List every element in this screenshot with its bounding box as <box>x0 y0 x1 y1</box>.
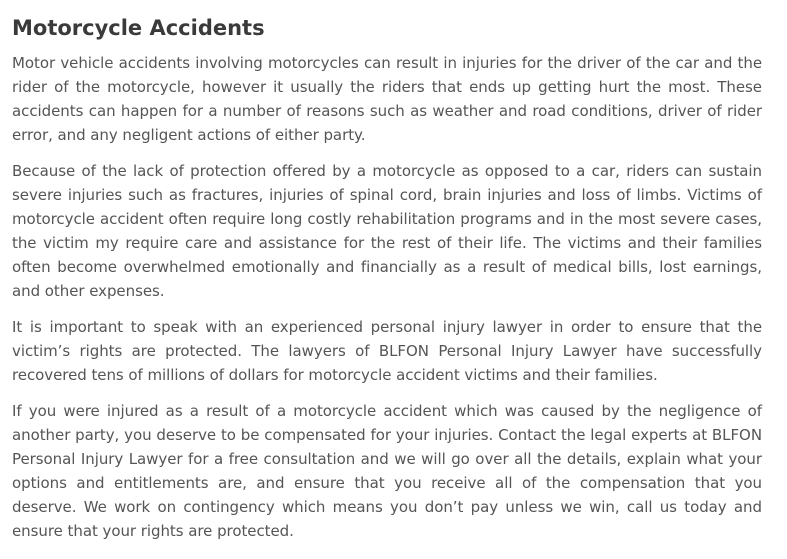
paragraph-contact: If you were injured as a result of a motorcycle accident which was caused by the negligence of another party, you deserve to be compensated for your injuries. Contact the legal experts at BLFON Personal Injury Lawyer for a free consultation and we will go over all the details, explain what your options and entitlements are, and ensure that you receive all of the compensation that you deserve. We work on contingency which means you don’t pay unless we win, call us today and ensure that your rights are protected. <box>12 402 762 540</box>
paragraph-injuries: Because of the lack of protection offered by a motorcycle as opposed to a car, riders can sustain severe injuries such as fractures, injuries of spinal cord, brain injuries and loss of limbs. Victims of motorcycle accident often require long costly rehabilitation programs and in the most severe cases, the victim my require care and assistance for the rest of their life. The victims and their families often become overwhelmed emotionally and financially as a result of medical bills, lost earnings, and other expenses. <box>12 162 762 300</box>
paragraph-lawyer: It is important to speak with an experienced personal injury lawyer in order to ensure that the victim’s rights are protected. The lawyers of BLFON Personal Injury Lawyer have successfully recovered tens of millions of dollars for motorcycle accident victims and their families. <box>12 318 762 384</box>
article <box>12 14 762 555</box>
page-title: Motorcycle Accidents <box>12 16 265 40</box>
paragraph-intro: Motor vehicle accidents involving motorcycles can result in injuries for the driver of the car and the rider of the motorcycle, however it usually the riders that ends up getting hurt the most. These accidents can happen for a number of reasons such as weather and road conditions, driver of rider error, and any negligent actions of either party. <box>12 54 762 144</box>
